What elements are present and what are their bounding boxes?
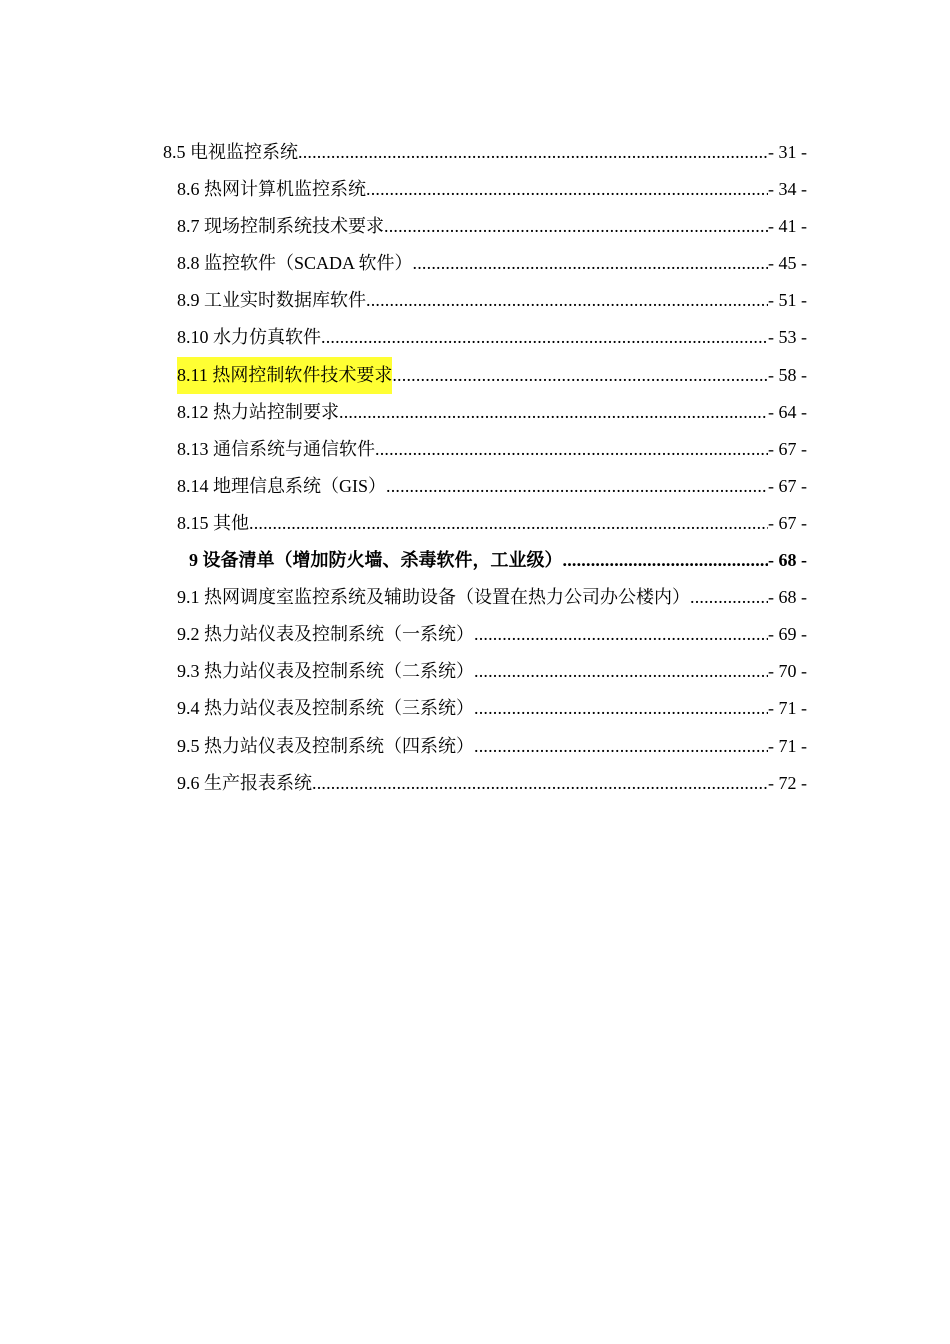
toc-entry[interactable] [0, 171, 950, 208]
toc-entry[interactable] [0, 357, 950, 394]
toc-entry-content [177, 765, 807, 802]
toc-entry-content [177, 282, 807, 319]
toc-entry-content [177, 690, 807, 727]
toc-dot-leader [321, 319, 768, 356]
table-of-contents [0, 134, 950, 802]
toc-dot-leader [386, 468, 768, 505]
toc-entry[interactable] [0, 505, 950, 542]
toc-entry-label: 8.8 监控软件（SCADA 软件） [177, 253, 413, 274]
toc-entry[interactable] [0, 765, 950, 802]
toc-entry-content [163, 134, 807, 171]
toc-dot-leader [690, 579, 768, 616]
toc-entry-label: 8.7 现场控制系统技术要求 [177, 216, 384, 237]
toc-entry-label: 8.14 地理信息系统（GIS） [177, 475, 387, 496]
toc-page-number: - 45 - [768, 253, 807, 274]
toc-dot-leader [474, 616, 768, 653]
toc-entry-content [177, 653, 807, 690]
toc-dot-leader [366, 171, 768, 208]
toc-page-number: - 67 - [768, 512, 807, 533]
toc-page-number: - 58 - [768, 364, 807, 385]
toc-page-number: - 70 - [768, 661, 807, 682]
toc-page-number: - 53 - [768, 327, 807, 348]
toc-entry-label: 9.3 热力站仪表及控制系统（二系统） [177, 661, 474, 682]
toc-entry[interactable] [0, 245, 950, 282]
toc-entry-label: 9.5 热力站仪表及控制系统（四系统） [177, 735, 474, 756]
toc-entry-content [177, 171, 807, 208]
toc-entry-label-highlighted: 8.11 热网控制软件技术要求 [177, 357, 392, 394]
toc-entry-content [177, 319, 807, 356]
toc-entry-content [177, 579, 807, 616]
toc-entry-label: 8.5 电视监控系统 [163, 142, 298, 162]
toc-page-number: - 72 - [768, 772, 807, 793]
toc-entry-label: 9.1 热网调度室监控系统及辅助设备（设置在热力公司办公楼内） [177, 587, 690, 608]
toc-entry-content [177, 616, 807, 653]
toc-page-number: - 69 - [768, 624, 807, 645]
toc-dot-leader [474, 728, 768, 765]
toc-entry[interactable] [0, 653, 950, 690]
toc-entry[interactable] [0, 134, 950, 171]
toc-entry-label: 8.10 水力仿真软件 [177, 327, 321, 348]
toc-entry-content [177, 728, 807, 765]
toc-entry-label: 9.4 热力站仪表及控制系统（三系统） [177, 698, 474, 719]
toc-page-number: - 64 - [768, 401, 807, 422]
toc-dot-leader [375, 431, 768, 468]
toc-entry[interactable] [0, 579, 950, 616]
toc-entry-label: 8.6 热网计算机监控系统 [177, 179, 366, 200]
toc-page-number: - 31 - [768, 142, 807, 162]
toc-page-number: - 67 - [768, 438, 807, 459]
toc-entry-content [189, 542, 807, 579]
toc-dot-leader [474, 653, 768, 690]
toc-entry-label: 8.12 热力站控制要求 [177, 401, 339, 422]
toc-page-number: - 71 - [768, 735, 807, 756]
toc-entry-content [177, 394, 807, 431]
toc-entry[interactable] [0, 282, 950, 319]
toc-entry-label: 8.15 其他 [177, 512, 249, 533]
toc-entry-label: 8.9 工业实时数据库软件 [177, 290, 366, 311]
toc-entry-content [177, 468, 807, 505]
toc-entry[interactable] [0, 690, 950, 727]
toc-entry[interactable] [0, 616, 950, 653]
toc-dot-leader [413, 245, 768, 282]
toc-entry-content [177, 357, 807, 394]
toc-entry[interactable] [0, 542, 950, 579]
toc-entry-content [177, 245, 807, 282]
toc-page-number: - 68 - [768, 587, 807, 608]
toc-page-number: - 41 - [768, 216, 807, 237]
toc-dot-leader [312, 765, 768, 802]
toc-entry[interactable] [0, 728, 950, 765]
toc-entry-content [177, 431, 807, 468]
toc-dot-leader [249, 505, 768, 542]
toc-page-number: - 51 - [768, 290, 807, 311]
toc-entry-label: 9 设备清单（增加防火墙、杀毒软件，工业级） [189, 550, 563, 571]
toc-dot-leader [384, 208, 768, 245]
toc-dot-leader [474, 690, 768, 727]
toc-dot-leader [392, 357, 768, 394]
toc-dot-leader [339, 394, 768, 431]
toc-page-number: - 71 - [768, 698, 807, 719]
toc-entry-content [177, 505, 807, 542]
toc-entry-label: 9.6 生产报表系统 [177, 772, 312, 793]
toc-dot-leader [298, 134, 768, 171]
toc-page-number: - 68 - [768, 550, 807, 571]
toc-dot-leader [366, 282, 768, 319]
toc-page-number: - 67 - [768, 475, 807, 496]
toc-entry[interactable] [0, 468, 950, 505]
toc-entry-label: 8.13 通信系统与通信软件 [177, 438, 375, 459]
toc-entry[interactable] [0, 394, 950, 431]
toc-entry-content [177, 208, 807, 245]
toc-page-number: - 34 - [768, 179, 807, 200]
toc-entry[interactable] [0, 319, 950, 356]
toc-entry[interactable] [0, 208, 950, 245]
toc-entry[interactable] [0, 431, 950, 468]
toc-dot-leader [563, 542, 769, 579]
toc-entry-label: 9.2 热力站仪表及控制系统（一系统） [177, 624, 474, 645]
